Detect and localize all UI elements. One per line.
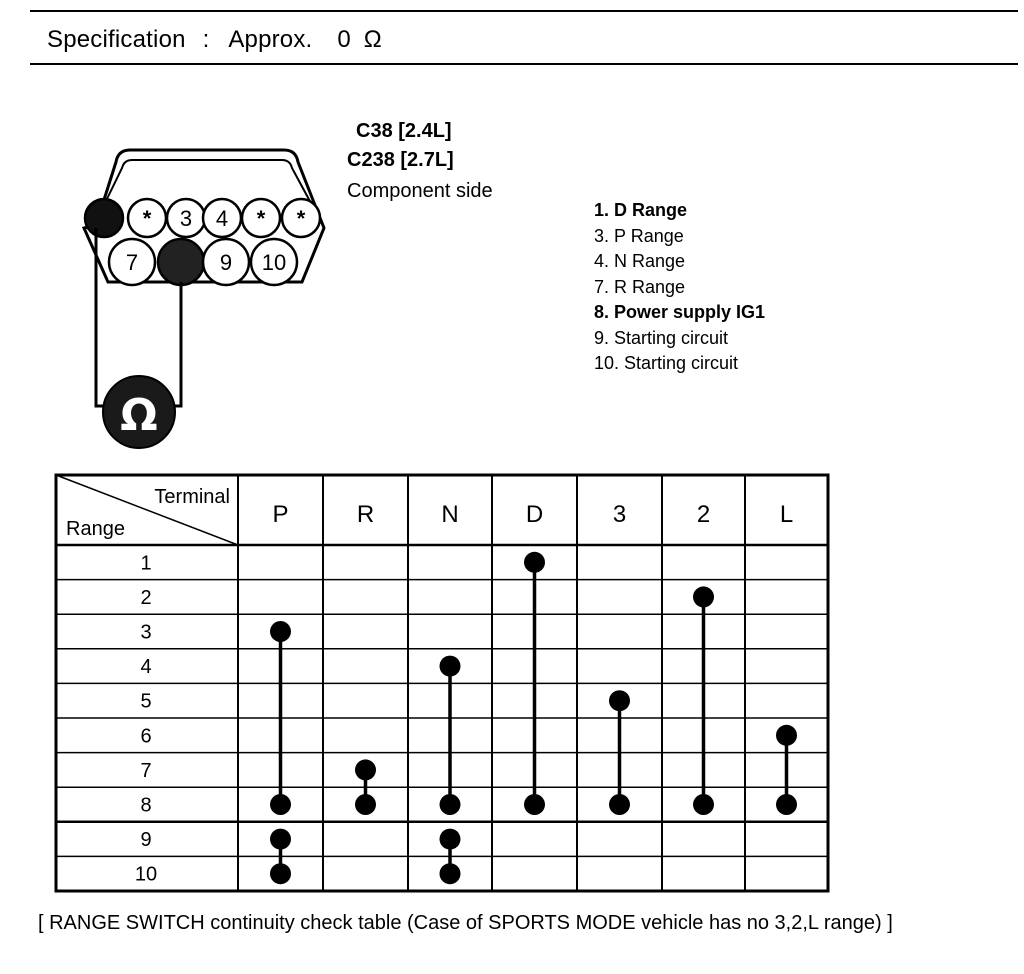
pin-label: 10	[261, 250, 287, 275]
pin-label: 9	[219, 250, 233, 275]
row-label-10: 10	[134, 863, 158, 886]
table-group	[56, 475, 828, 891]
pin-label: 4	[215, 206, 229, 231]
legend-item: 8. Power supply IG1	[594, 302, 766, 322]
header-range: Range	[66, 518, 125, 540]
spec-approx: Approx.	[228, 26, 313, 53]
pin-label: 3	[179, 206, 193, 231]
header-terminal: Terminal	[154, 486, 230, 508]
row-label-1: 1	[140, 552, 152, 575]
continuity-dot	[693, 586, 714, 607]
column-header-p: P	[272, 501, 289, 528]
continuity-dot	[440, 829, 461, 850]
legend-item: 4. N Range	[594, 251, 686, 271]
spec-separator: :	[202, 26, 210, 53]
column-header-2: 2	[696, 501, 711, 528]
legend-item: 3. P Range	[594, 225, 684, 246]
legend-item: 7. R Range	[594, 276, 686, 297]
row-label-3: 3	[140, 621, 152, 644]
column-header-l: L	[779, 501, 794, 528]
continuity-dot	[355, 794, 376, 815]
continuity-dot	[693, 794, 714, 815]
continuity-dot	[776, 725, 797, 746]
pin-label: *	[296, 206, 306, 231]
pin-label: 7	[125, 250, 139, 275]
row-label-9: 9	[140, 829, 152, 852]
spec-unit: Ω	[363, 26, 382, 53]
legend-item: 1. D Range	[594, 200, 688, 220]
spec-label: Specification	[47, 26, 186, 53]
continuity-dot	[440, 863, 461, 884]
column-header-r: R	[356, 501, 375, 528]
row-label-7: 7	[140, 759, 152, 782]
ohm-symbol: Ω	[120, 390, 158, 441]
continuity-dot	[355, 759, 376, 780]
row-label-5: 5	[140, 690, 152, 713]
row-label-6: 6	[140, 725, 152, 748]
continuity-dot	[776, 794, 797, 815]
continuity-dot	[270, 794, 291, 815]
continuity-dot	[270, 863, 291, 884]
row-label-2: 2	[140, 586, 152, 609]
column-header-3: 3	[612, 501, 627, 528]
legend-item: 10. Starting circuit	[594, 353, 739, 373]
row-label-4: 4	[140, 656, 152, 679]
column-header-d: D	[525, 501, 544, 528]
pin-label: *	[142, 206, 152, 231]
connector-code-2-7l: C238 [2.7L]	[347, 149, 454, 171]
connector-side-label: Component side	[347, 180, 493, 202]
row-label-8: 8	[140, 794, 152, 817]
legend-item: 9. Starting circuit	[594, 327, 729, 348]
column-header-n: N	[441, 501, 459, 528]
continuity-dot	[270, 621, 291, 642]
continuity-dot	[524, 794, 545, 815]
continuity-dot	[440, 794, 461, 815]
connector-code-2-4l: C38 [2.4L]	[356, 120, 452, 142]
pin-label: *	[256, 206, 266, 231]
continuity-dot	[609, 690, 630, 711]
table-caption: [ RANGE SWITCH continuity check table (Case of SPORTS MODE vehicle has no 3,2,L range) ]	[38, 912, 893, 934]
continuity-dot	[270, 829, 291, 850]
continuity-dot	[524, 552, 545, 573]
continuity-dot	[440, 656, 461, 677]
spec-value: 0	[337, 26, 351, 53]
continuity-dot	[609, 794, 630, 815]
